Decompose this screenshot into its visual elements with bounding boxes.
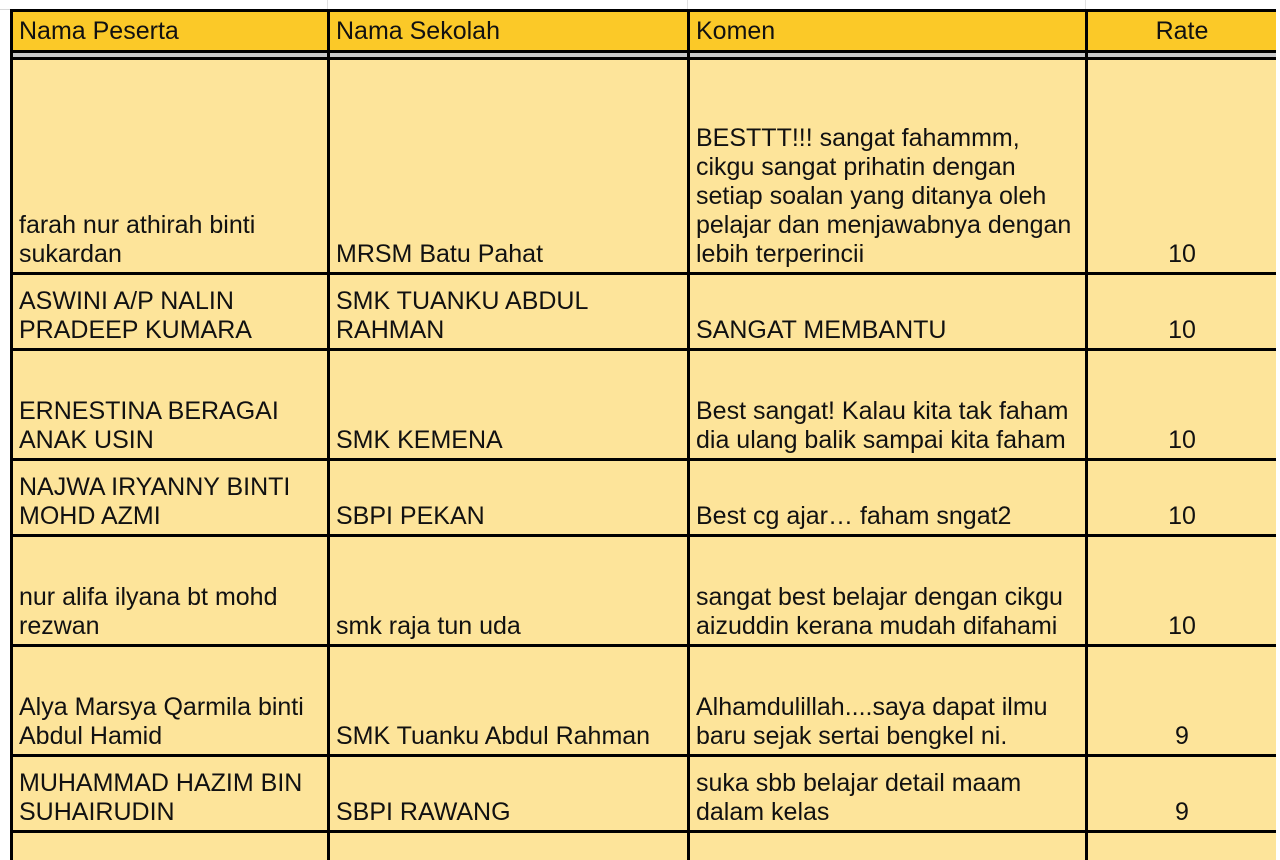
cell-nama-peserta[interactable]: farah nur athirah binti sukardan (12, 59, 329, 274)
cell-komen[interactable]: suka sbb belajar detail maam dalam kelas (689, 756, 1087, 832)
table-row-partial (12, 832, 1278, 860)
table-row (12, 460, 1278, 536)
header-komen[interactable]: Komen (689, 11, 1087, 52)
feedback-table (10, 9, 1279, 860)
cell-nama-sekolah[interactable]: SBPI RAWANG (329, 756, 689, 832)
cell-rate[interactable]: 10 (1087, 350, 1278, 460)
header-row (12, 11, 1278, 52)
table-row (12, 646, 1278, 756)
cell-nama-peserta[interactable]: ASWINI A/P NALIN PRADEEP KUMARA (12, 274, 329, 350)
cell-komen[interactable]: SANGAT MEMBANTU (689, 274, 1087, 350)
cell-nama-sekolah[interactable]: SMK KEMENA (329, 350, 689, 460)
cell-komen[interactable]: Best sangat! Kalau kita tak faham dia ulang balik sampai kita faham (689, 350, 1087, 460)
header-nama-peserta[interactable]: Nama Peserta (12, 11, 329, 52)
table-row (12, 59, 1278, 274)
cell-empty[interactable] (689, 832, 1087, 860)
cell-rate[interactable]: 9 (1087, 756, 1278, 832)
frozen-row-divider[interactable] (12, 52, 1278, 59)
column-divider (1085, 0, 1086, 9)
cell-nama-sekolah[interactable]: MRSM Batu Pahat (329, 59, 689, 274)
cell-nama-sekolah[interactable]: smk raja tun uda (329, 536, 689, 646)
cell-rate[interactable]: 9 (1087, 646, 1278, 756)
cell-rate[interactable]: 10 (1087, 59, 1278, 274)
cell-rate[interactable]: 10 (1087, 274, 1278, 350)
cell-rate[interactable]: 10 (1087, 536, 1278, 646)
cell-nama-sekolah[interactable]: SMK Tuanku Abdul Rahman (329, 646, 689, 756)
cell-nama-sekolah[interactable]: SBPI PEKAN (329, 460, 689, 536)
cell-empty[interactable] (329, 832, 689, 860)
table-row (12, 756, 1278, 832)
right-gutter (1276, 0, 1280, 860)
cell-nama-peserta[interactable]: NAJWA IRYANNY BINTI MOHD AZMI (12, 460, 329, 536)
cell-komen[interactable]: BESTTT!!! sangat fahammm, cikgu sangat prihatin dengan setiap soalan yang ditanya oleh pelajar dan menjawabnya dengan lebih terperincii (689, 59, 1087, 274)
cell-nama-peserta[interactable]: Alya Marsya Qarmila binti Abdul Hamid (12, 646, 329, 756)
table-row (12, 536, 1278, 646)
cell-empty[interactable] (1087, 832, 1278, 860)
cell-komen[interactable]: sangat best belajar dengan cikgu aizuddin kerana mudah difahami (689, 536, 1087, 646)
header-rate[interactable]: Rate (1087, 11, 1278, 52)
cell-nama-peserta[interactable]: ERNESTINA BERAGAI ANAK USIN (12, 350, 329, 460)
cell-nama-peserta[interactable]: nur alifa ilyana bt mohd rezwan (12, 536, 329, 646)
table-row (12, 350, 1278, 460)
cell-komen[interactable]: Alhamdulillah....saya dapat ilmu baru sejak sertai bengkel ni. (689, 646, 1087, 756)
table-row (12, 274, 1278, 350)
cell-nama-peserta[interactable]: MUHAMMAD HAZIM BIN SUHAIRUDIN (12, 756, 329, 832)
column-divider (327, 0, 328, 9)
cell-komen[interactable]: Best cg ajar… faham sngat2 (689, 460, 1087, 536)
header-nama-sekolah[interactable]: Nama Sekolah (329, 11, 689, 52)
cell-empty[interactable] (12, 832, 329, 860)
cell-rate[interactable]: 10 (1087, 460, 1278, 536)
cell-nama-sekolah[interactable]: SMK TUANKU ABDUL RAHMAN (329, 274, 689, 350)
column-divider (687, 0, 688, 9)
